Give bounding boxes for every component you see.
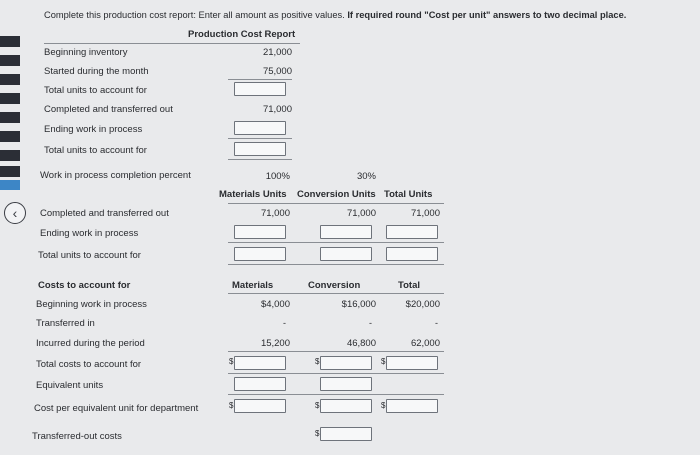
eq-ending-label: Ending work in process bbox=[40, 228, 139, 239]
transferred-in-conversion-dash: - bbox=[369, 318, 372, 328]
divider bbox=[228, 351, 444, 352]
eq-total-total-input[interactable] bbox=[386, 247, 438, 261]
sidebar-stripe bbox=[0, 112, 20, 123]
currency-symbol: $ bbox=[381, 401, 386, 410]
completed-value: 71,000 bbox=[262, 104, 292, 115]
total-costs-materials-input[interactable] bbox=[234, 356, 286, 370]
incurred-materials: 15,200 bbox=[260, 338, 290, 349]
divider bbox=[228, 293, 444, 294]
divider bbox=[228, 159, 292, 160]
instructions: Complete this production cost report: Enter all amount as positive values. If required round "Cost per unit" answers to two decimal place. bbox=[44, 10, 627, 20]
sidebar-stripe bbox=[0, 150, 20, 161]
currency-symbol: $ bbox=[315, 401, 320, 410]
materials-completion-pct: 100% bbox=[265, 171, 290, 182]
transferred-in-label: Transferred in bbox=[36, 318, 95, 329]
sidebar-stripe bbox=[0, 166, 20, 177]
total-units-account-input[interactable] bbox=[234, 82, 286, 96]
currency-symbol: $ bbox=[315, 357, 320, 366]
eq-completed-label: Completed and transferred out bbox=[40, 208, 169, 219]
eq-total-label: Total units to account for bbox=[38, 250, 141, 261]
transferred-in-total-dash: - bbox=[435, 318, 438, 328]
divider bbox=[228, 203, 444, 204]
chevron-left-icon: ‹ bbox=[12, 205, 18, 221]
completion-label: Work in process completion percent bbox=[40, 170, 191, 181]
ending-wip-units-input[interactable] bbox=[234, 121, 286, 135]
incurred-conversion: 46,800 bbox=[346, 338, 376, 349]
completed-label: Completed and transferred out bbox=[44, 104, 173, 115]
sidebar-stripe bbox=[0, 93, 20, 104]
eq-ending-materials-input[interactable] bbox=[234, 225, 286, 239]
equiv-units-conversion-input[interactable] bbox=[320, 377, 372, 391]
beginning-inventory-label: Beginning inventory bbox=[44, 47, 128, 58]
currency-symbol: $ bbox=[229, 357, 234, 366]
transferred-in-materials-dash: - bbox=[283, 318, 286, 328]
divider bbox=[228, 242, 444, 243]
conversion-completion-pct: 30% bbox=[356, 171, 376, 182]
sidebar-stripe bbox=[0, 36, 20, 47]
equivalent-units-label: Equivalent units bbox=[36, 380, 104, 391]
total-costs-total-input[interactable] bbox=[386, 356, 438, 370]
divider bbox=[44, 43, 300, 44]
divider bbox=[228, 138, 292, 139]
beginning-wip-materials: $4,000 bbox=[260, 299, 290, 310]
divider bbox=[228, 394, 444, 395]
transferred-out-cost-input[interactable] bbox=[320, 427, 372, 441]
costs-header-materials: Materials bbox=[232, 280, 274, 291]
divider bbox=[228, 264, 444, 265]
cost-per-unit-label: Cost per equivalent unit for department bbox=[34, 403, 199, 414]
currency-symbol: $ bbox=[315, 429, 320, 438]
eq-total-materials-input[interactable] bbox=[234, 247, 286, 261]
incurred-label: Incurred during the period bbox=[36, 338, 145, 349]
cost-per-unit-materials-input[interactable] bbox=[234, 399, 286, 413]
sidebar-stripe bbox=[0, 74, 20, 85]
divider bbox=[228, 373, 444, 374]
beginning-wip-label: Beginning work in process bbox=[36, 299, 147, 310]
sidebar-active-marker bbox=[0, 180, 20, 190]
total-units-accounted-input[interactable] bbox=[234, 142, 286, 156]
total-costs-label: Total costs to account for bbox=[36, 359, 142, 370]
report-title: Production Cost Report bbox=[188, 29, 296, 40]
header-total-units: Total Units bbox=[384, 189, 433, 200]
total-costs-conversion-input[interactable] bbox=[320, 356, 372, 370]
transferred-out-label: Transferred-out costs bbox=[32, 431, 122, 442]
started-value: 75,000 bbox=[262, 66, 292, 77]
cost-per-unit-total-input[interactable] bbox=[386, 399, 438, 413]
eq-ending-conversion-input[interactable] bbox=[320, 225, 372, 239]
costs-header-label: Costs to account for bbox=[38, 280, 131, 291]
sidebar-stripe bbox=[0, 131, 20, 142]
eq-total-conversion-input[interactable] bbox=[320, 247, 372, 261]
back-button[interactable] bbox=[4, 202, 26, 224]
cost-per-unit-conversion-input[interactable] bbox=[320, 399, 372, 413]
eq-ending-total-input[interactable] bbox=[386, 225, 438, 239]
sidebar-stripe bbox=[0, 55, 20, 66]
header-conversion-units: Conversion Units bbox=[297, 189, 376, 200]
equiv-units-materials-input[interactable] bbox=[234, 377, 286, 391]
costs-header-total: Total bbox=[398, 280, 420, 291]
eq-completed-total: 71,000 bbox=[410, 208, 440, 219]
currency-symbol: $ bbox=[229, 401, 234, 410]
divider bbox=[228, 79, 292, 80]
header-materials-units: Materials Units bbox=[219, 189, 287, 200]
started-label: Started during the month bbox=[44, 66, 149, 77]
eq-completed-conversion: 71,000 bbox=[346, 208, 376, 219]
incurred-total: 62,000 bbox=[410, 338, 440, 349]
total-units-accounted-label: Total units to account for bbox=[44, 145, 147, 156]
total-units-account-label: Total units to account for bbox=[44, 85, 147, 96]
beginning-wip-conversion: $16,000 bbox=[341, 299, 376, 310]
eq-completed-materials: 71,000 bbox=[260, 208, 290, 219]
beginning-inventory-value: 21,000 bbox=[262, 47, 292, 58]
ending-wip-label: Ending work in process bbox=[44, 124, 143, 135]
costs-header-conversion: Conversion bbox=[308, 280, 361, 291]
beginning-wip-total: $20,000 bbox=[405, 299, 440, 310]
currency-symbol: $ bbox=[381, 357, 386, 366]
